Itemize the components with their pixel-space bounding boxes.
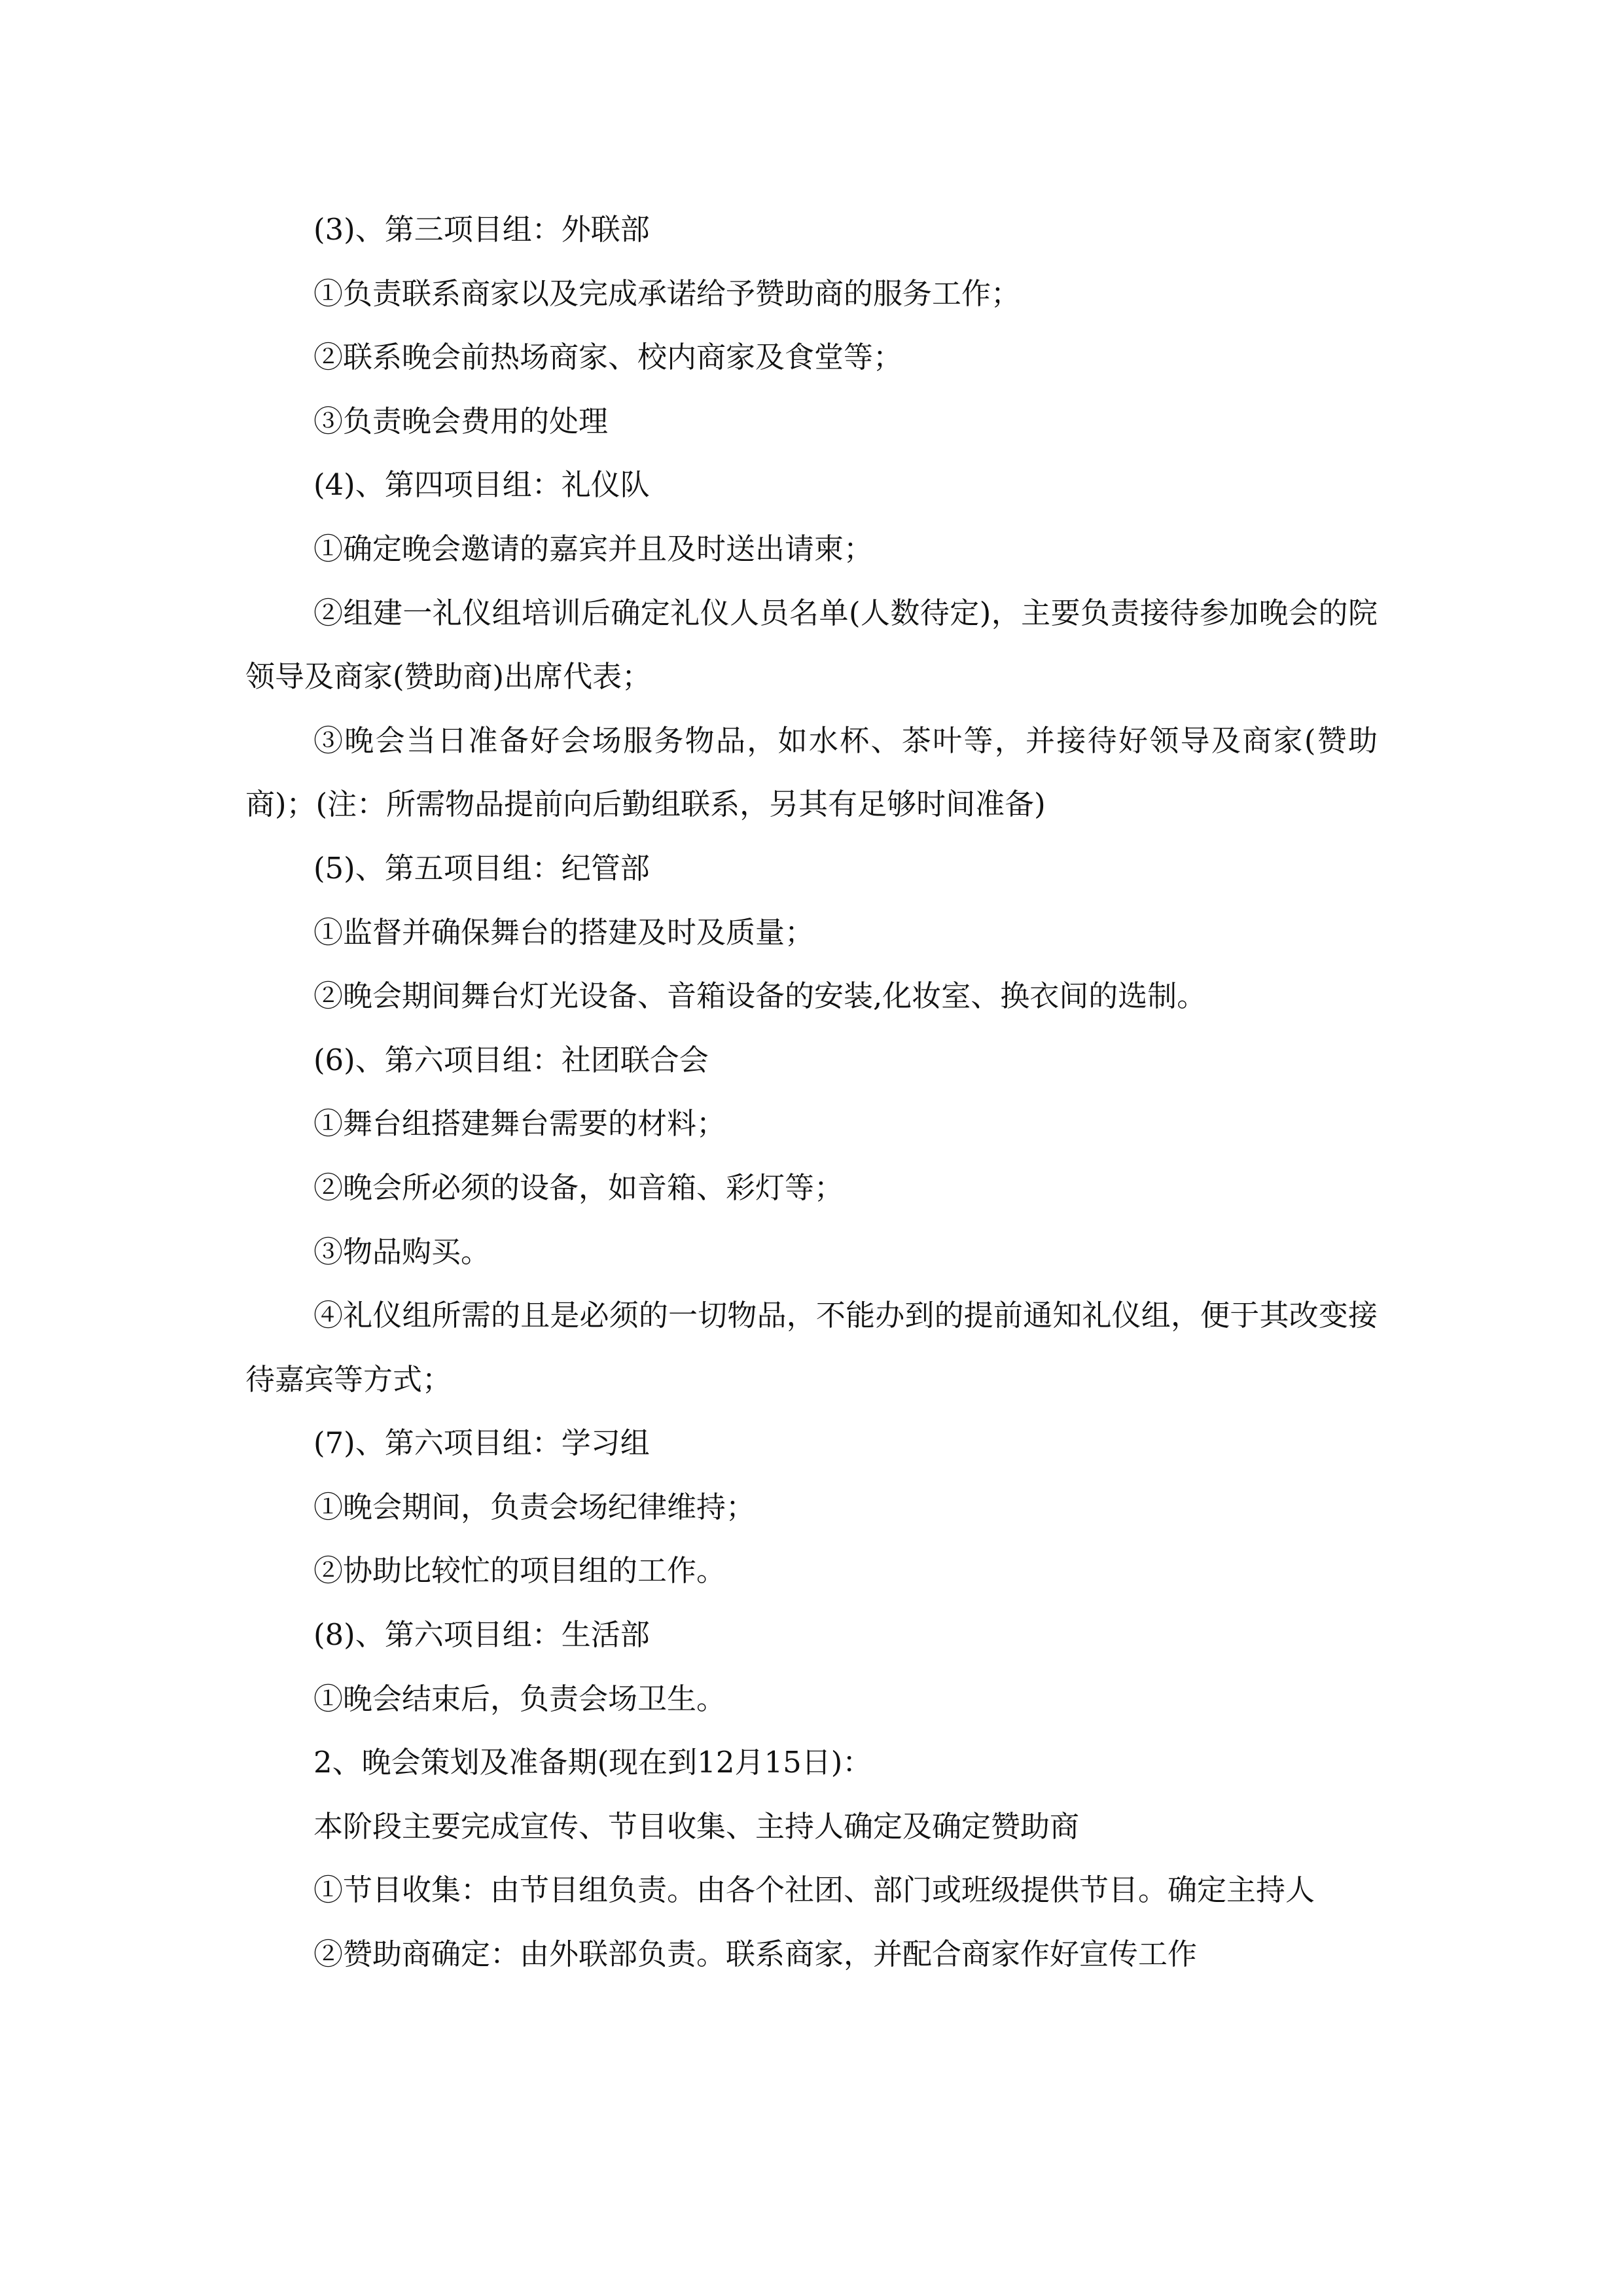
document-body [245, 198, 1378, 1986]
paragraph-group-6-heading: (6)、第六项目组：社团联合会 [313, 1042, 709, 1077]
paragraph-item: ②晚会所必须的设备，如音箱、彩灯等； [313, 1170, 844, 1205]
paragraph-item: ①负责联系商家以及完成承诺给予赞助商的服务工作； [313, 276, 1021, 311]
paragraph-group-7-heading: (7)、第六项目组：学习组 [313, 1426, 650, 1461]
paragraph-item: ③负责晚会费用的处理 [313, 403, 609, 439]
paragraph-item: ②联系晚会前热场商家、校内商家及食堂等； [313, 340, 903, 375]
paragraph-item: ②赞助商确定：由外联部负责。联系商家，并配合商家作好宣传工作 [313, 1937, 1198, 1972]
paragraph-item: ②协助比较忙的项目组的工作。 [313, 1553, 726, 1588]
paragraph-item: ①晚会期间，负责会场纪律维持； [313, 1489, 756, 1524]
paragraph-item: ③物品购买。 [313, 1234, 491, 1269]
paragraph-group-8-heading: (8)、第六项目组：生活部 [313, 1617, 650, 1653]
paragraph-group-5-heading: (5)、第五项目组：纪管部 [313, 850, 650, 886]
paragraph-item: ①确定晚会邀请的嘉宾并且及时送出请柬； [313, 531, 874, 566]
paragraph-item: ①舞台组搭建舞台需要的材料； [313, 1106, 726, 1141]
paragraph-item: ②组建一礼仪组培训后确定礼仪人员名单(人数待定)，主要负责接待参加晚会的院领导及商家(赞助商)出席代表； [245, 595, 1378, 694]
paragraph-item: ④礼仪组所需的且是必须的一切物品，不能办到的提前通知礼仪组，便于其改变接待嘉宾等方式； [245, 1298, 1378, 1397]
paragraph-summary: 本阶段主要完成宣传、节目收集、主持人确定及确定赞助商 [313, 1808, 1080, 1844]
paragraph-item: ②晚会期间舞台灯光设备、音箱设备的安装,化妆室、换衣间的选制。 [313, 978, 1207, 1014]
section-2-heading: 2、晚会策划及准备期(现在到12月15日)： [313, 1745, 872, 1780]
paragraph-item: ①晚会结束后，负责会场卫生。 [313, 1681, 726, 1716]
paragraph-item: ①节目收集：由节目组负责。由各个社团、部门或班级提供节目。确定主持人 [313, 1873, 1315, 1908]
paragraph-item: ③晚会当日准备好会场服务物品，如水杯、茶叶等，并接待好领导及商家(赞助商)；(注：所需物品提前向后勤组联系，另其有足够时间准备) [245, 723, 1378, 822]
paragraph-item: ①监督并确保舞台的搭建及时及质量； [313, 914, 815, 950]
paragraph-group-4-heading: (4)、第四项目组：礼仪队 [313, 467, 650, 503]
paragraph-group-3-heading: (3)、第三项目组：外联部 [313, 212, 650, 247]
